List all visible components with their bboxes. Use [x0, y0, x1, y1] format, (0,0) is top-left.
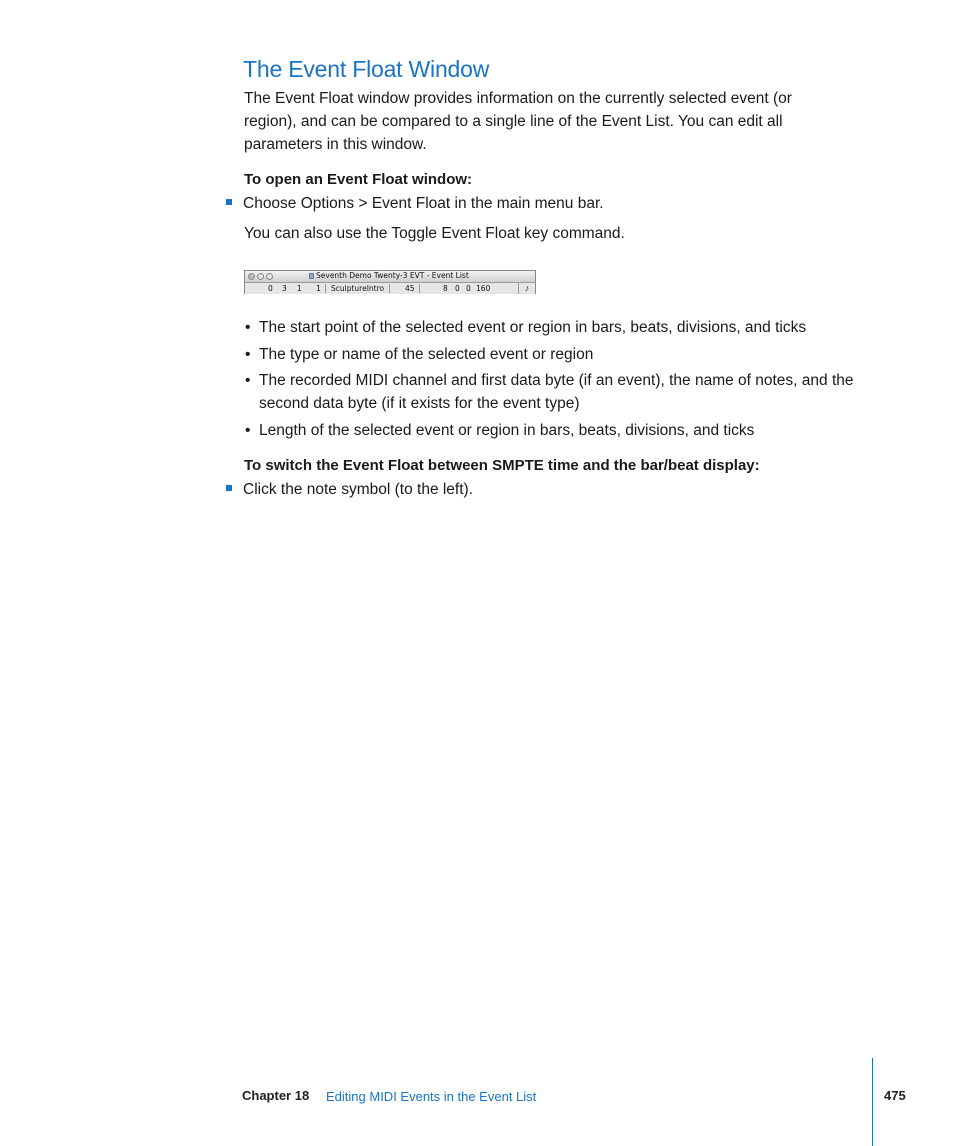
- event-channel[interactable]: 45: [405, 284, 415, 293]
- column-divider: [389, 284, 390, 293]
- step-switch: [226, 478, 473, 501]
- list-item: • The start point of the selected event or region in bars, beats, divisions, and ticks: [244, 316, 864, 339]
- footer-divider: [872, 1058, 873, 1146]
- position-bar[interactable]: 0: [268, 284, 273, 293]
- footer-chapter-title[interactable]: Editing MIDI Events in the Event List: [326, 1089, 537, 1104]
- event-name[interactable]: SculptureIntro: [331, 284, 385, 293]
- key-command-note: You can also use the Toggle Event Float key command.: [244, 225, 625, 242]
- list-item: • The recorded MIDI channel and first data byte (if an event), the name of notes, and the second data byte (if it exists for the event type): [244, 369, 864, 415]
- column-divider: [325, 284, 326, 293]
- event-float-titlebar[interactable]: [245, 271, 535, 283]
- length-division[interactable]: 0: [466, 284, 471, 293]
- step-bullet-icon: [226, 199, 232, 205]
- length-tick[interactable]: 160: [476, 284, 491, 293]
- step-bullet-icon: [226, 485, 232, 491]
- zoom-button-icon[interactable]: [266, 273, 273, 280]
- list-item: • The type or name of the selected event or region: [244, 343, 864, 366]
- parameter-list: [244, 316, 864, 445]
- step-open: [226, 192, 604, 215]
- position-tick[interactable]: 1: [316, 284, 321, 293]
- footer-chapter: Chapter 18: [242, 1088, 310, 1103]
- document-icon: [309, 273, 314, 279]
- task-heading-switch: To switch the Event Float between SMPTE time and the bar/beat display:: [244, 457, 760, 474]
- intro-paragraph: The Event Float window provides information on the currently selected event (or region), and can be compared to a single line of the Event List. You can edit all parameters in this window.: [244, 90, 792, 153]
- length-bar[interactable]: 8: [443, 284, 448, 293]
- event-float-title: Seventh Demo Twenty-3 EVT - Event List: [316, 271, 469, 280]
- column-divider: [419, 284, 420, 293]
- close-button-icon[interactable]: [248, 273, 255, 280]
- page-number: 475: [884, 1088, 906, 1103]
- position-division[interactable]: 1: [297, 284, 302, 293]
- position-beat[interactable]: 3: [282, 284, 287, 293]
- note-symbol-icon[interactable]: ♪: [518, 283, 535, 294]
- task-heading-open: To open an Event Float window:: [244, 171, 473, 188]
- event-float-row: [245, 283, 535, 294]
- event-float-window: [244, 270, 536, 294]
- list-item: • Length of the selected event or region in bars, beats, divisions, and ticks: [244, 419, 864, 442]
- page-title: The Event Float Window: [243, 56, 490, 82]
- minimize-button-icon[interactable]: [257, 273, 264, 280]
- step-open-text: Choose Options > Event Float in the main menu bar.: [243, 195, 604, 212]
- length-beat[interactable]: 0: [455, 284, 460, 293]
- step-switch-text: Click the note symbol (to the left).: [243, 481, 474, 498]
